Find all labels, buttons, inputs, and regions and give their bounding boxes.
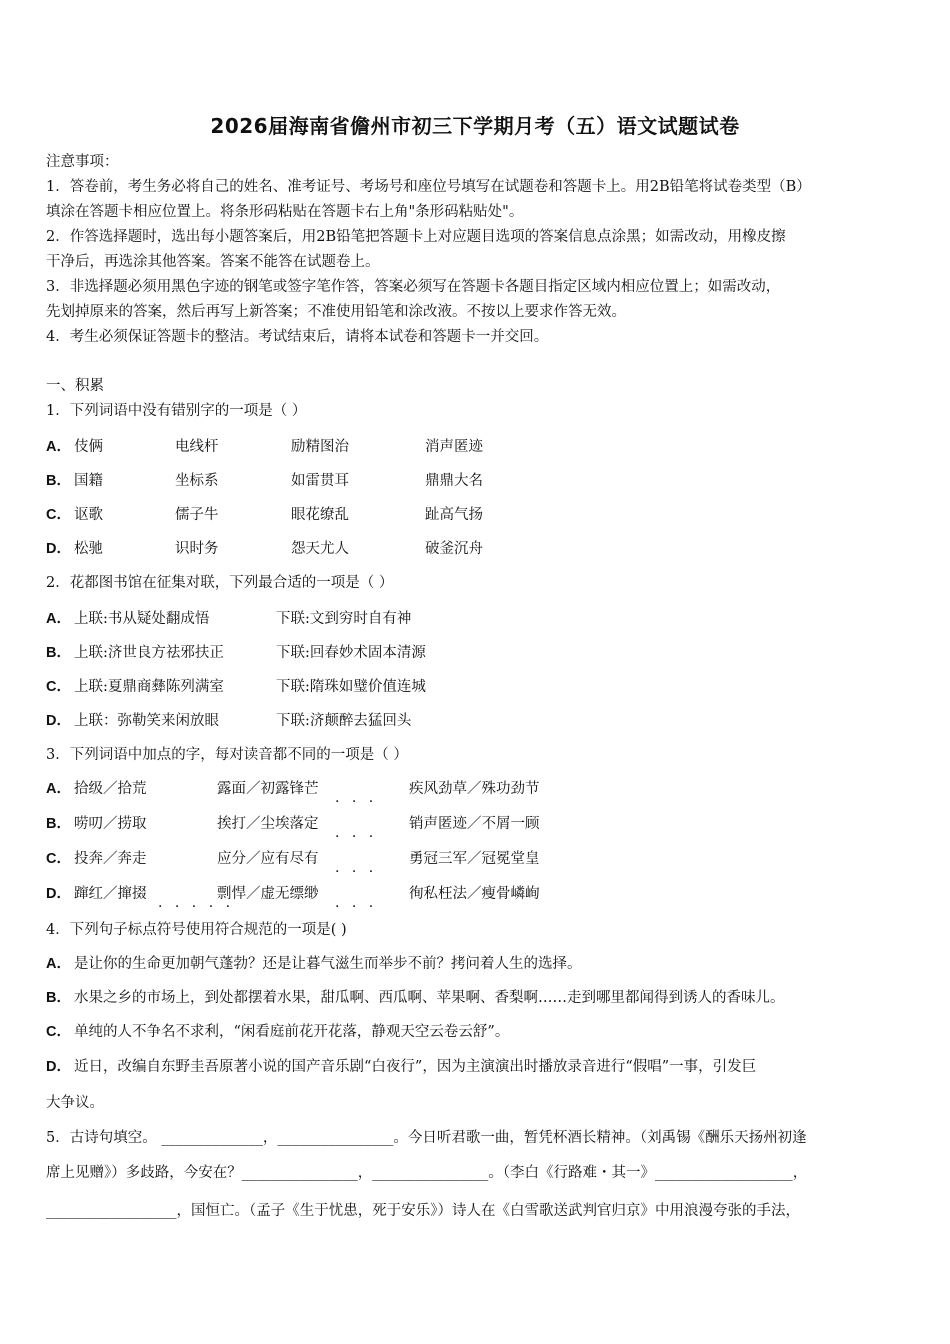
section-heading: 一、积累 — [46, 378, 104, 394]
question-5-line: __________________，国恒亡。（孟子《生于忧患，死于安乐》）诗人在《白雪歌送武判官归京》中用浪漫夸张的手法， — [46, 1203, 800, 1219]
emphasis-dots: . . . — [335, 825, 378, 841]
notice-heading: 注意事项： — [46, 154, 119, 170]
question-1-stem: 1．下列词语中没有错别字的一项是（ ） — [46, 403, 307, 419]
notice-line: 填涂在答题卡相应位置上。将条形码粘贴在答题卡右上角"条形码粘贴处"。 — [46, 204, 524, 220]
notice-line: 3．非选择题必须用黑色字迹的钢笔或签字笔作答，答案必须写在答题卡各题目指定区域内相应位置上；如需改动， — [46, 279, 781, 295]
notice-line: 先划掉原来的答案，然后再写上新答案；不准使用铅笔和涂改液。不按以上要求作答无效。 — [46, 304, 626, 320]
notice-line: 4．考生必须保证答题卡的整洁。考试结束后，请将本试卷和答题卡一并交回。 — [46, 329, 549, 345]
exam-page: 2026届海南省儋州市初三下学期月考（五）语文试题试卷 注意事项： 1．答卷前，考生务必将自己的姓名、准考证号、考场号和座位号填写在试题卷和答题卡上。用2B铅笔将试卷类型（B） 填涂在答题卡相应位置上。将条形码粘贴在答题卡右上角"条形码粘贴处"。 2．作答选择题时，选出每小题答案后，用2B铅笔把答题卡上对应题目选项的答案信息点涂黑；如需改动，用橡皮擦 干净后，再选涂其他答案。答案不能答在试题卷上。 3．非选择题必须用黑色字迹的钢笔或签字笔作答，答案必须写在答题卡各题目指定区域内相应位置上；如需改动， 先划掉原来的答案，然后再写上新答案；不准使用铅笔和涂改液。不按以上要求作答无效。 4．考生必须保证答题卡的整洁。考试结束后，请将本试卷和答题卡一并交回。 一、积累 1．下列词语中没有错别字的一项是（ ） A． 伎俩 电线杆 励精图治 消声匿迹 B． 国籍 坐标系 如雷贯耳 鼎鼎大名 C． 讴歌 儒子牛 眼花缭乱 趾高气扬 D． 松驰 识时务 怨天尤人 破釜沉舟 2．花都图书馆在征集对联，下列最合适的一项是（ ） A． 上联:书从疑处翻成悟 下联:文到穷时自有神 B． 上联:济世良方祛邪扶正 下联:回春妙术固本清源 C． 上联:夏鼎商彝陈列满室 下联:隋珠如璧价值连城 D． 上联：弥勒笑来闲放眼 下联:济颠醉去猛回头 3．下列词语中加点的字，每对读音都不同的一项是（ ） A． 拾级／拾荒 露面／初露锋芒 疾风劲草／殊功劲节 . . . B． 唠叨／捞取 挨打／尘埃落定 销声匿迹／不屑一顾 . . . C． 投奔／奔走 应分／应有尽有 勇冠三军／冠冕堂皇 . . . D． 蹿红／撺掇 剽悍／虚无缥缈 徇私枉法／瘦骨嶙峋 . . . . . . . . 4．下列句子标点符号使用符合规范的一项是( ) A． 是让你的生命更加朝气蓬勃？还是让暮气滋生而举步不前？拷问着人生的选择。 B． 水果之乡的市场上，到处都摆着水果，甜瓜啊、西瓜啊、苹果啊、香梨啊……走到哪里都闻得到诱人的香味儿。 C． 单纯的人不争名不求利，“闲看庭前花开花落，静观天空云卷云舒”。 D． 近日，改编自东野圭吾原著小说的国产音乐剧“白夜行”，因为主演演出时播放录音进行“假唱”一事，引发巨 大争议。 5．古诗句填空。 ______________，________________。今日听君歌一曲，暂凭杯酒长精神。（刘禹锡《酬乐天扬州初逢 席上见赠》）多歧路，今安在？________________，________________。（李白《行路难・其一》___________________， __________________，国恒亡。（孟子《生于忧患，死于安乐》）诗人在《白雪歌送武判官归京》中用浪漫夸张的手法， — [0, 0, 950, 1344]
emphasis-dots: . . . . . — [158, 895, 235, 911]
question-5-line: 5．古诗句填空。 ______________，________________。今日听君歌一曲，暂凭杯酒长精神。（刘禹锡《酬乐天扬州初逢 — [46, 1130, 807, 1146]
notice-line: 2．作答选择题时，选出每小题答案后，用2B铅笔把答题卡上对应题目选项的答案信息点涂黑；如需改动，用橡皮擦 — [46, 229, 786, 245]
question-5-line: 席上见赠》）多歧路，今安在？________________，________________。（李白《行路难・其一》___________________， — [46, 1165, 808, 1181]
notice-line: 干净后，再选涂其他答案。答案不能答在试题卷上。 — [46, 254, 380, 270]
page-title: 2026届海南省儋州市初三下学期月考（五）语文试题试卷 — [210, 114, 740, 138]
question-3-stem: 3．下列词语中加点的字，每对读音都不同的一项是（ ） — [46, 747, 408, 763]
emphasis-dots: . . . — [335, 790, 378, 806]
notice-line: 1．答卷前，考生务必将自己的姓名、准考证号、考场号和座位号填写在试题卷和答题卡上。用2B铅笔将试卷类型（B） — [46, 179, 811, 195]
emphasis-dots: . . . — [335, 860, 378, 876]
emphasis-dots: . . . — [335, 895, 378, 911]
question-4-stem: 4．下列句子标点符号使用符合规范的一项是( ) — [46, 922, 347, 938]
question-4-option-d-continued: 大争议。 — [46, 1095, 104, 1111]
question-2-stem: 2．花都图书馆在征集对联，下列最合适的一项是（ ） — [46, 575, 394, 591]
